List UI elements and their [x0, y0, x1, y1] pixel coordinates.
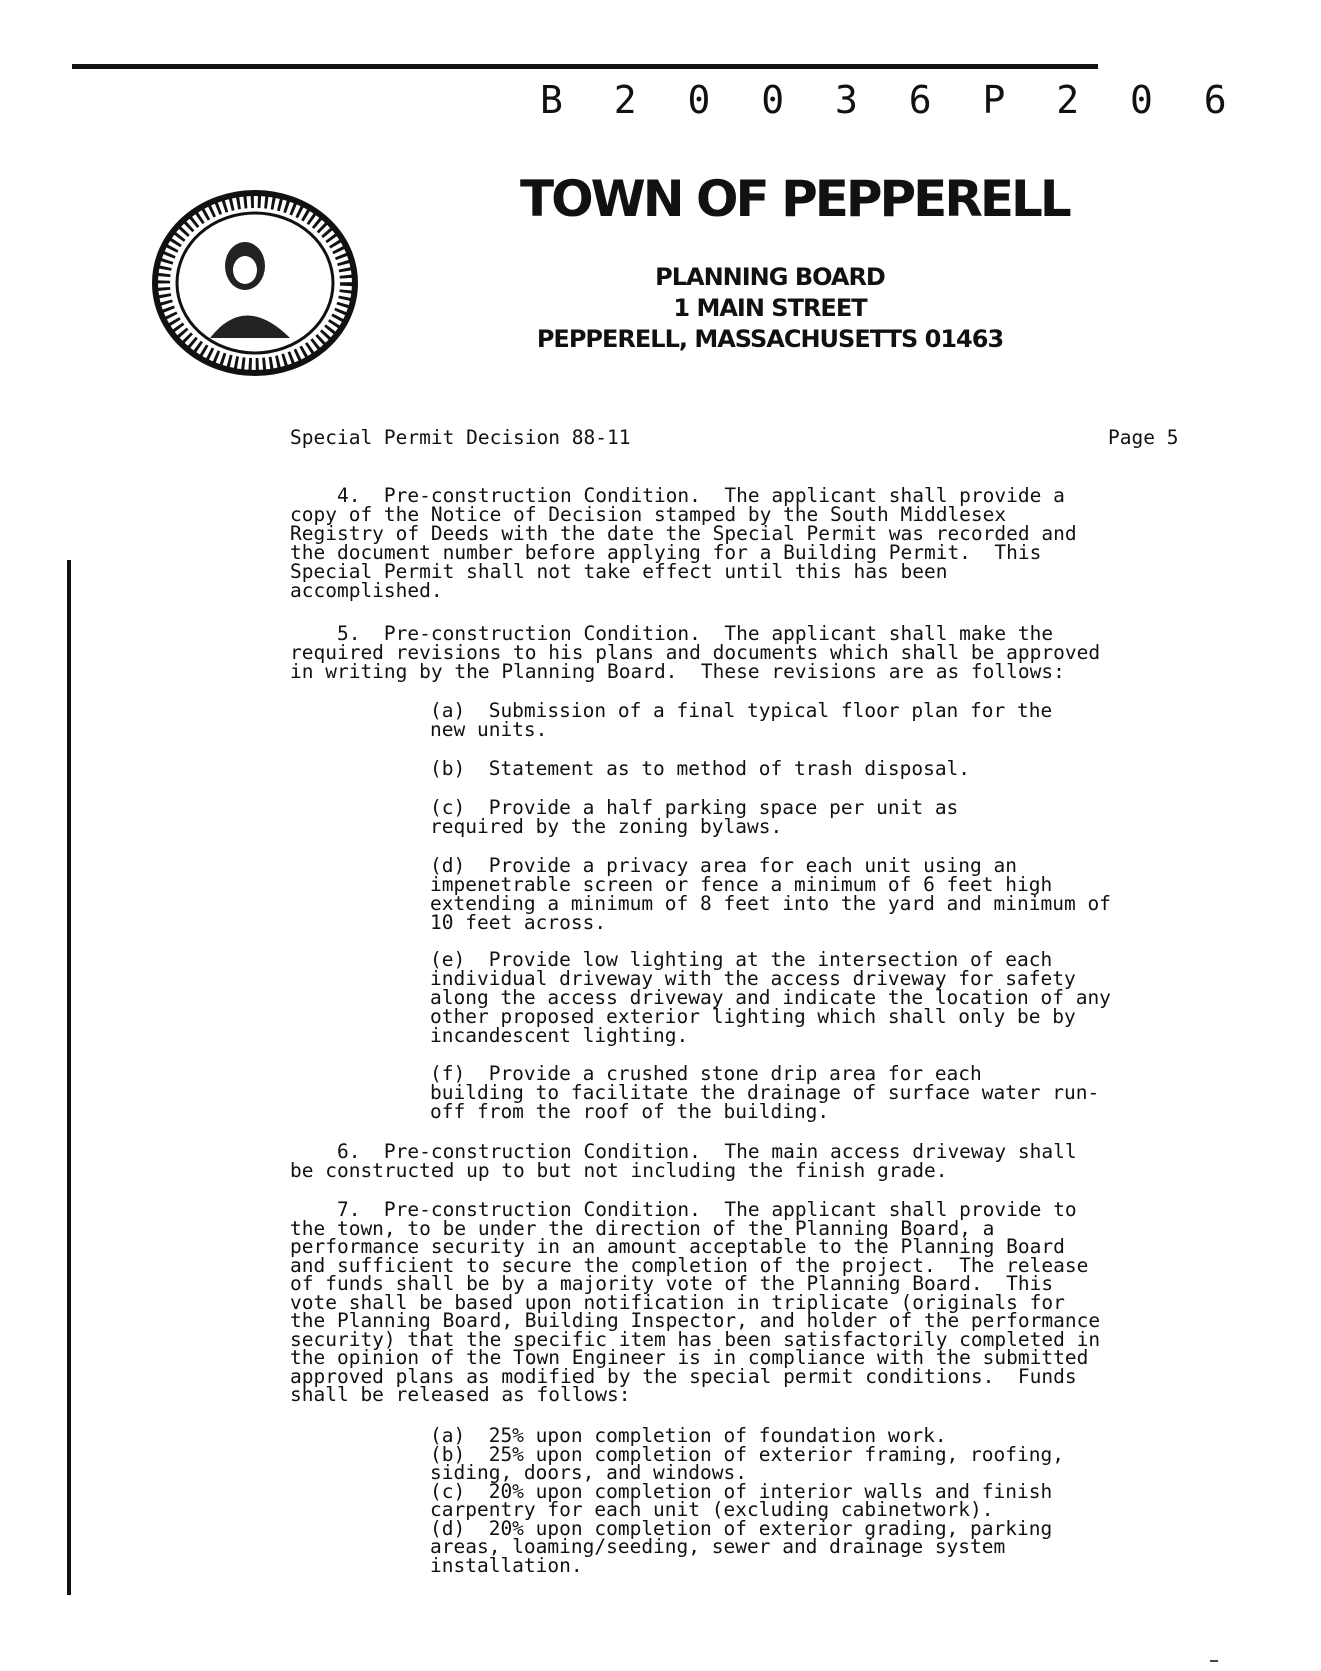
decision-title: Special Permit Decision 88-11 [290, 426, 631, 449]
page-number: Page 5 [1108, 426, 1179, 449]
city-state-zip: PEPPERELL, MASSACHUSETTS 01463 [536, 325, 1004, 353]
book-page-reference: B 2 0 0 3 6 P 2 0 6 [540, 78, 1241, 122]
page-mark [1210, 1660, 1218, 1662]
street-address: 1 MAIN STREET [673, 294, 867, 322]
condition-5-item-a: (a) Submission of a final typical floor plan for the new units. [430, 699, 1053, 741]
department-name: PLANNING BOARD [655, 263, 885, 291]
condition-7-release-schedule: (a) 25% upon completion of foundation work. (b) 25% upon completion of exterior framing, roofing, siding, doors, and windows. (c) 20% upon completion of interior walls and finish carpentry for each unit (excluding cabinetwork). (d) 20% upon completion of exterior grading, parking areas, loaming/seeding, sewer and drainage system installation. [430, 1424, 1064, 1577]
town-seal-icon [150, 188, 360, 378]
condition-5-item-d: (d) Provide a privacy area for each unit using an impenetrable screen or fence a minimum of 6 feet high extending a minimum of 8 feet into the yard and minimum of 10 feet across. [430, 854, 1111, 934]
left-margin-rule [67, 560, 71, 1595]
condition-5-item-f: (f) Provide a crushed stone drip area for each building to facilitate the drainage of surface water run- off from the roof of the building. [430, 1062, 1100, 1123]
condition-5-item-c: (c) Provide a half parking space per unit as required by the zoning bylaws. [430, 796, 959, 838]
condition-5-item-b: (b) Statement as to method of trash disposal. [430, 757, 971, 780]
condition-4: 4. Pre-construction Condition. The applicant shall provide a copy of the Notice of Decision stamped by the South Middlesex Registry of Deeds with the date the Special Permit was recorded and the document number before applying for a Building Permit. This Special Permit shall not take effect until this has been accomplished. [290, 484, 1077, 602]
condition-5: 5. Pre-construction Condition. The applicant shall make the required revisions to his plans and documents which shall be approved in writing by the Planning Board. These revisions are as follows: [290, 622, 1101, 683]
town-name: TOWN OF PEPPERELL [520, 170, 1069, 228]
condition-7: 7. Pre-construction Condition. The applicant shall provide to the town, to be under the direction of the Planning Board, a performance security in an amount acceptable to the Planning Board and sufficient to secure the completion of the project. The release of funds shall be by a majority vote of the Planning Board. This vote shall be based upon notification in triplicate (originals for the Planning Board, Building Inspector, and holder of the performance security) that the specific item has been satisfactorily completed in the opinion of the Town Engineer is in compliance with the submitted approved plans as modified by the special permit conditions. Funds shall be released as follows: [290, 1198, 1101, 1406]
top-rule [72, 64, 1098, 69]
condition-6: 6. Pre-construction Condition. The main access driveway shall be constructed up to but not including the finish grade. [290, 1140, 1077, 1182]
condition-5-item-e: (e) Provide low lighting at the intersection of each individual driveway with the access driveway for safety along the access driveway and indicate the location of any other proposed exterior lighting which shall only be by incandescent lighting. [430, 948, 1111, 1047]
letterhead-address [520, 262, 1020, 355]
